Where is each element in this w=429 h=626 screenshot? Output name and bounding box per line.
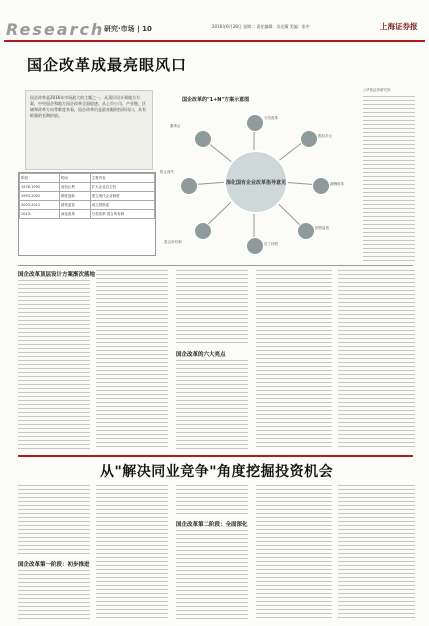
body-text-block (176, 485, 248, 517)
diagram-node (300, 130, 318, 148)
table-row (20, 192, 155, 201)
diagram-label: 国资监管 (315, 226, 329, 230)
reform-stage-table (18, 172, 156, 256)
diagram-node (312, 177, 330, 195)
table-cell: 扩大企业自主权 (90, 183, 154, 192)
table-cell: 2003-2012 (20, 201, 60, 210)
body-text-block (96, 485, 168, 620)
diagram-node (297, 222, 315, 240)
body-text-block (18, 485, 90, 555)
diagram-label: 薪酬改革 (330, 182, 344, 186)
diagram-label: 混合所有制 (164, 240, 182, 244)
subheading: 国企改革第二阶段：全面深化 (176, 522, 248, 528)
table-row (20, 183, 155, 192)
intro-box (25, 90, 153, 170)
body-text-block (176, 530, 248, 620)
table-cell: 2013- (20, 210, 60, 219)
table-row (20, 210, 155, 219)
table-cell: 1993-2002 (20, 192, 60, 201)
table-cell: 阶段 (20, 174, 60, 183)
diagram-label: 防止流失 (160, 170, 174, 174)
main-headline: 国企改革成最亮眼风口 (27, 56, 188, 74)
table-cell: 1978-1992 (20, 183, 60, 192)
header-rule (4, 40, 425, 42)
issue-meta: 2016年6月28日 星期二 责任编辑：吴光耀 美编：张中 (212, 24, 310, 29)
table-cell: 建立现代企业制度 (90, 192, 154, 201)
table-cell: 成立国资委 (90, 201, 154, 210)
byline: ○华泰证券研究所 (363, 88, 391, 92)
second-headline: 从"解决同业竞争"角度挖掘投资机会 (100, 464, 334, 480)
body-text-block (363, 96, 415, 261)
section-logo: Research (6, 20, 105, 39)
table-cell: 时间 (59, 174, 90, 183)
section-title: 研究·市场 | 10 (104, 25, 152, 33)
diagram-node (180, 177, 198, 195)
body-text-block (256, 485, 332, 620)
subheading: 国企改革的六大亮点 (176, 352, 226, 358)
diagram-node (194, 222, 212, 240)
body-text-block (176, 360, 248, 450)
diagram-label: 董事会 (170, 124, 181, 128)
body-text-block (338, 270, 415, 450)
diagram-label: 股权多元 (318, 134, 332, 138)
diagram-label: 员工持股 (264, 242, 278, 246)
page-header (0, 0, 429, 44)
diagram-node (194, 130, 212, 148)
reform-diagram (160, 90, 360, 265)
diagram-center: 深化国有企业改革指导意见 (224, 150, 288, 214)
body-text-block (338, 485, 415, 620)
body-text-block (176, 270, 248, 346)
section-rule (18, 265, 413, 266)
intro-text: 国企改革是2016年市场最大的主题之一，从顶层设计到地方方案，中央国企和地方国企改革全面提速。从上市公司、产业链、区域和改革方向等维度来看，国企改革仍是最亮眼的投资风口，具有极强的长期价值。 (30, 95, 146, 118)
diagram-node (246, 237, 264, 255)
diagram-label: 分类改革 (264, 116, 278, 120)
table-cell: 深化改革 (59, 210, 90, 219)
table-row (20, 201, 155, 210)
newspaper-name: 上海证券报 (380, 22, 418, 31)
table-cell: 主要内容 (90, 174, 154, 183)
diagram-title: 国企改革的"1+N"方案示意图 (182, 97, 250, 103)
article-rule (18, 455, 413, 457)
diagram-node (246, 114, 264, 132)
body-text-block (96, 270, 168, 450)
table-cell: 放权让利 (59, 183, 90, 192)
table-row (20, 174, 155, 183)
body-text-block (256, 270, 332, 450)
table-cell: 制度创新 (59, 192, 90, 201)
table-cell: 国资监管 (59, 201, 90, 210)
subheading: 国企改革顶层设计方案渐次落地 (18, 272, 96, 278)
subheading: 国企改革第一阶段：初步推进 (18, 562, 90, 568)
table-cell: 分类改革 混合所有制 (90, 210, 154, 219)
body-text-block (18, 570, 90, 620)
body-text-block (18, 280, 90, 450)
